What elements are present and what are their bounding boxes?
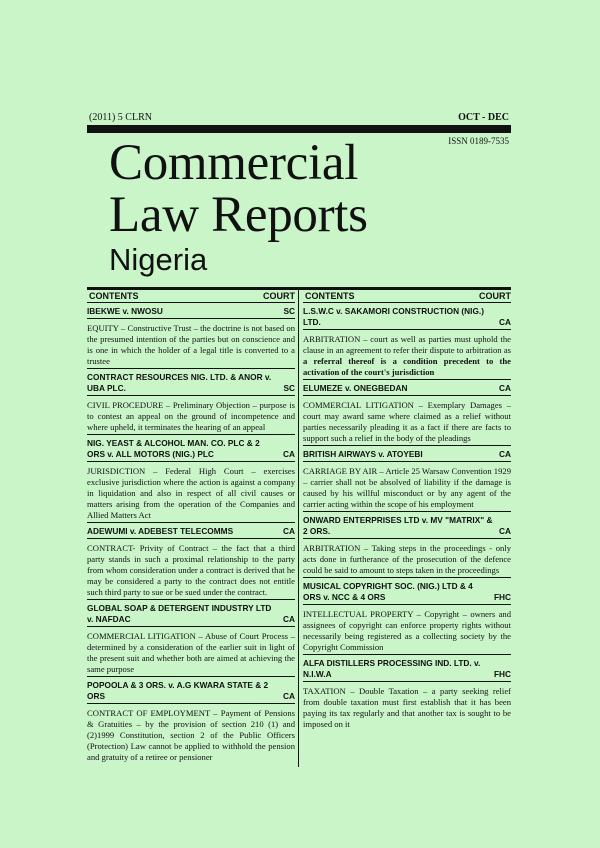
contents-entry	[303, 512, 511, 578]
court-code: CA	[499, 526, 511, 536]
summary-text: – Taking steps in the proceedings - only acts done in furtherance of the prosecution of the defence could be said to amount to steps taken in the proceedings	[303, 543, 511, 575]
court-code: CA	[499, 449, 511, 459]
court-code: CA	[283, 691, 295, 701]
subject-label: COMMERCIAL LITIGATION	[87, 631, 196, 641]
case-summary	[87, 462, 295, 522]
case-heading	[87, 303, 295, 317]
court-code: SC	[283, 383, 295, 393]
subject-label: CONTRACT OF EMPLOYMENT	[87, 708, 211, 718]
court-label: COURT	[479, 291, 511, 301]
contents-entry	[303, 655, 511, 731]
court-code: SC	[283, 306, 295, 316]
case-heading	[303, 446, 511, 460]
contents-column-right	[303, 290, 511, 731]
right-entries	[303, 303, 511, 731]
case-heading	[87, 677, 295, 702]
case-heading	[303, 380, 511, 394]
case-name: ALFA DISTILLERS PROCESSING IND. LTD. v. N.I.W.A	[303, 658, 481, 679]
summary-text: – Federal High Court – exercises exclusive jurisdiction where the action is against a company in liquidation and also in respect of all civil causes or matters arising from the operation of the Companies and Allied Matters Act	[87, 466, 295, 520]
column-header	[303, 290, 511, 303]
contents-entry	[87, 303, 295, 369]
case-heading	[303, 303, 511, 328]
title-line-3: Nigeria	[109, 242, 208, 277]
subject-label: TAXATION	[303, 686, 346, 696]
case-heading	[303, 512, 511, 537]
case-summary	[87, 319, 295, 368]
citation: (2011) 5 CLRN	[89, 112, 152, 123]
contents-entry	[303, 446, 511, 512]
case-heading	[303, 578, 511, 603]
case-heading	[303, 655, 511, 680]
court-code: CA	[283, 614, 295, 624]
summary-text: – Payment of Pensions & Gratuities – by the provision of section 210 (1) and (2)1999 Constitution, section 2 of the Public Officers (Protection) Law cannot be applied to withhold the pension and gratuity of a retiree or pensioner	[87, 708, 295, 762]
court-code: CA	[499, 383, 511, 393]
contents-entry	[303, 303, 511, 380]
title-line-1: Commercial	[109, 135, 359, 191]
case-name: POPOOLA & 3 ORS. v. A.G KWARA STATE & 2 ORS	[87, 680, 269, 701]
case-name: CONTRACT RESOURCES NIG. LTD. & ANOR v. UBA PLC.	[87, 372, 272, 393]
court-code: FHC	[493, 669, 511, 679]
subject-label: ARBITRATION	[303, 334, 361, 344]
issn: ISSN 0189-7535	[448, 136, 509, 146]
case-heading	[87, 435, 295, 460]
column-header	[87, 290, 295, 303]
case-heading	[87, 369, 295, 394]
case-name: IBEKWE v. NWOSU	[87, 306, 163, 316]
summary-text: – Constructive Trust – the doctrine is not based on the presumed intention of the parties but on conscience and is one in which the holder of a legal title is converted to a trustee	[87, 323, 295, 366]
court-code: CA	[283, 526, 295, 536]
title-line-2: Law Reports	[109, 187, 368, 243]
case-summary	[303, 396, 511, 445]
summary-text: – Abuse of Court Process – determined by a consideration of the earlier suit in light of the present suit and whether both are aimed at achieving the same purpose	[87, 631, 295, 674]
court-label: COURT	[263, 291, 295, 301]
case-name: ADEWUMI v. ADEBEST TELECOMMS	[87, 526, 234, 536]
subject-label: ARBITRATION	[303, 543, 361, 553]
left-entries	[87, 303, 295, 764]
case-name: ONWARD ENTERPRISES LTD v. MV "MATRIX" & 2 ORS.	[303, 515, 493, 536]
subject-label: INTELLECTUAL PROPERTY	[303, 609, 414, 619]
court-code: FHC	[493, 592, 511, 602]
case-name: ELUMEZE v. ONEGBEDAN	[303, 383, 408, 393]
case-summary	[303, 605, 511, 654]
case-summary	[87, 539, 295, 599]
case-name: MUSICAL COPYRIGHT SOC. (NIG.) LTD & 4 ORS v. NCC & 4 ORS	[303, 581, 473, 602]
column-divider	[298, 290, 299, 767]
summary-text: – Preliminary Objection – purpose is to contest an appeal on the ground of incompetence and where upheld, it terminates the hearing of an appeal	[87, 400, 295, 432]
case-heading	[87, 600, 295, 625]
summary-text: – Article 25 Warsaw Convention 1929 – carrier shall not be absolved of liability if the damage is caused by his willful misconduct or by any agent of the carrier acting within the scope of his employment	[303, 466, 511, 509]
summary-text: – Exemplary Damages – court may award same where claimed as a relief without parties necessarily pleading it as a fact if there are facts to support such a relief in the body of the pleadings	[303, 400, 511, 443]
subject-label: JURISDICTION	[87, 466, 146, 476]
subject-label: COMMERCIAL LITIGATION	[303, 400, 414, 410]
top-rule	[87, 125, 511, 133]
case-name: L.S.W.C v. SAKAMORI CONSTRUCTION (NIG.) LTD.	[303, 306, 484, 327]
case-summary	[87, 396, 295, 434]
summary-text: – Double Taxation – a party seeking relief from double taxation must first establish that it has been paying its tax regularly and that another tax is sought to be imposed on it	[303, 686, 511, 729]
subject-label: CARRIAGE BY AIR	[303, 466, 378, 476]
summary-text: - Privity of Contract – the fact that a third party stands in such a proximal relationship to the party from whom consideration under a contract is derived that he may be considered a party to the contract does not entitle such third party to sue or be sued under the contract.	[87, 543, 295, 597]
case-summary	[303, 682, 511, 731]
summary-emphasis: a referral thereof is a condition precedent to the activation of the court's jurisdiction	[303, 356, 511, 377]
contents-entry	[87, 523, 295, 600]
case-name: BRITISH AIRWAYS v. ATOYEBI	[303, 449, 423, 459]
case-summary	[87, 627, 295, 676]
case-summary	[87, 704, 295, 764]
case-summary	[303, 539, 511, 577]
contents-entry	[87, 677, 295, 764]
subject-label: CIVIL PROCEDURE	[87, 400, 164, 410]
contents-entry	[87, 600, 295, 677]
case-summary	[303, 330, 511, 379]
contents-entry	[303, 578, 511, 655]
case-summary	[303, 462, 511, 511]
subject-label: CONTRACT	[87, 543, 133, 553]
issue-period: OCT - DEC	[458, 112, 509, 123]
contents-label: CONTENTS	[89, 291, 139, 301]
contents-entry	[87, 435, 295, 523]
contents-entry	[87, 369, 295, 435]
summary-text: – Copyright – owners and assignees of copyright can enforce property rights without necessarily being registered as a collecting society by the Copyright Commission	[303, 609, 511, 652]
case-name: NIG. YEAST & ALCOHOL MAN. CO. PLC & 2 ORS v. ALL MOTORS (NIG.) PLC	[87, 438, 260, 459]
contents-entry	[303, 380, 511, 446]
case-name: GLOBAL SOAP & DETERGENT INDUSTRY LTD v. NAFDAC	[87, 603, 272, 624]
court-code: CA	[283, 449, 295, 459]
court-code: CA	[499, 317, 511, 327]
summary-text: – court as well as parties must uphold the clause in an agreement to refer their dispute to arbitration as	[303, 334, 511, 355]
subject-label: EQUITY	[87, 323, 119, 333]
case-heading	[87, 523, 295, 537]
contents-column-left	[87, 290, 295, 764]
contents-label: CONTENTS	[305, 291, 355, 301]
